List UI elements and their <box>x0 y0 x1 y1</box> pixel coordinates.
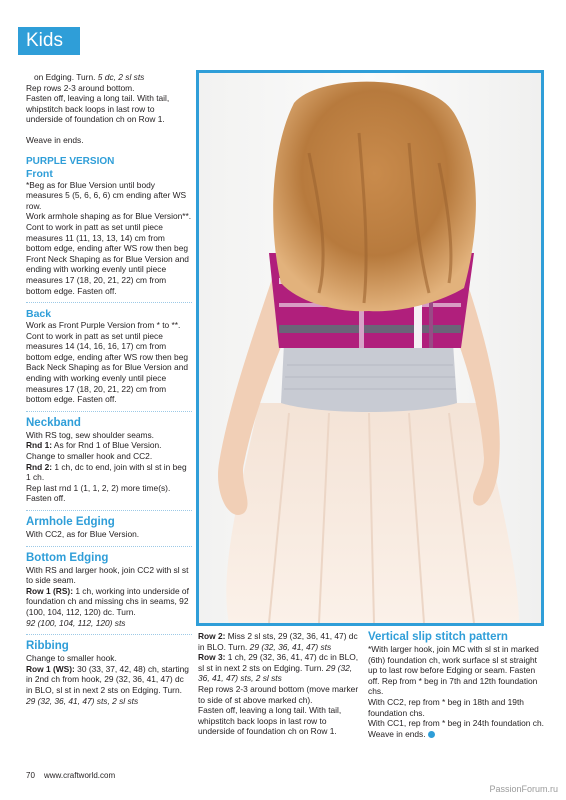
neckband-rnd1: Rnd 1: As for Rnd 1 of Blue Version. <box>26 440 162 451</box>
ribbing-line-1: Change to smaller hook. <box>26 653 117 664</box>
purple-version-heading: PURPLE VERSION <box>26 155 115 167</box>
ribbing-heading: Ribbing <box>26 640 69 653</box>
front-line-2: Work armhole shaping as for Blue Version**. <box>26 211 192 222</box>
right-line-2: With CC2, rep from * beg in 18th and 19th foundation chs. <box>368 696 524 718</box>
intro-line-2: Rep rows 2-3 around bottom. <box>26 82 135 93</box>
neckband-line-1: With RS tog, sew shoulder seams. <box>26 429 155 440</box>
divider <box>26 510 192 511</box>
neckband-line-2: Change to smaller hook and CC2. <box>26 451 153 462</box>
back-text: Work as Front Purple Version from * to **. Cont to work in patt as set until piece measures 14 (14, 16, 16, 17) cm from bottom edge, ending after WS row then beg Back Neck Shaping as for Blue Version and ending with working evenly until piece measures 17 (18, 20, 21, 22) cm from bottom edge. Fasten off. <box>26 320 189 405</box>
ribbing-row1-count: 29 (32, 36, 41, 47) sts, 2 sl sts <box>26 695 139 706</box>
photo-frame <box>196 70 544 626</box>
intro-line-4: Weave in ends. <box>26 134 84 145</box>
intro-line-1: on Edging. Turn. 5 dc, 2 sl sts <box>34 72 145 82</box>
back-heading: Back <box>26 308 52 321</box>
right-line-3: With CC1, rep from * beg in 24th foundation ch. Weave in ends. <box>368 718 544 739</box>
divider <box>26 546 192 547</box>
neckband-heading: Neckband <box>26 416 81 429</box>
bottom-edging-heading: Bottom Edging <box>26 551 109 564</box>
ribbing-row1: Row 1 (WS): 30 (33, 37, 42, 48) ch, starting in 2nd ch from hook, 29 (32, 36, 41, 47) dc in BLO, sl st in next 2 sts on Edging. Turn. <box>26 663 189 695</box>
bottom-row1: Row 1 (RS): 1 ch, working into underside of foundation ch and missing chs in seams, 92 (100, 104, 112, 120) dc. Turn. <box>26 585 189 617</box>
mid-row2: Row 2: Miss 2 sl sts, 29 (32, 36, 41, 47) dc in BLO. Turn. 29 (32, 36, 41, 47) sts <box>198 631 358 652</box>
page-number: 70 <box>26 771 35 780</box>
intro-line-3: Fasten off, leaving a long tail. With tail, whipstitch back loops in last row to underside of foundation ch on Row 1. <box>26 93 170 125</box>
footer-url[interactable]: www.craftworld.com <box>44 771 116 780</box>
left-column <box>26 72 192 706</box>
divider <box>26 634 192 635</box>
bottom-row1-count: 92 (100, 104, 112, 120) sts <box>26 617 126 628</box>
right-column <box>368 631 548 739</box>
neckband-line-4: Fasten off. <box>26 493 66 504</box>
divider <box>26 411 192 412</box>
yarn-ball-icon <box>428 731 435 738</box>
armhole-heading: Armhole Edging <box>26 516 115 528</box>
bottom-line-1: With RS and larger hook, join CC2 with sl st to side seam. <box>26 564 189 586</box>
front-line-3: Cont to work in patt as set until piece measures 11 (11, 13, 13, 14) cm from bottom edge, ending after WS row then beg Front Neck Shaping as for Blue Version and ending with working evenly until piece measures 17 (18, 20, 21, 22) cm from bottom edge. Fasten off. <box>26 221 189 296</box>
section-tag: Kids <box>18 27 80 55</box>
vertical-slip-heading: Vertical slip stitch pattern <box>368 631 508 643</box>
right-line-1: *With larger hook, join MC with sl st in marked (6th) foundation ch, work surface sl st straight up to last row before Edging or seam. Fasten off. Rep from * beg in 7th and 12th foundation chs. <box>368 644 539 697</box>
mid-row3: Row 3: 1 ch, 29 (32, 36, 41, 47) dc in BLO, sl st in next 2 sts on Edging. Turn. 29 (32, 36, 41, 47) sts, 2 sl sts <box>198 652 359 684</box>
middle-column <box>198 631 364 737</box>
front-heading: Front <box>26 167 53 180</box>
watermark: PassionForum.ru <box>489 784 558 794</box>
front-line-1: *Beg as for Blue Version until body measures 5 (5, 6, 6, 6) cm ending after WS row. <box>26 179 187 211</box>
mid-rest-2: Fasten off, leaving a long tail. With tail, whipstitch back loops in last row to underside of foundation ch on Row 1. <box>198 705 342 737</box>
neckband-rnd2: Rnd 2: 1 ch, dc to end, join with sl st in beg 1 ch. <box>26 461 187 483</box>
neckband-line-3: Rep last rnd 1 (1, 1, 2, 2) more time(s). <box>26 482 171 493</box>
mid-rest-1: Rep rows 2-3 around bottom (move marker to side of st above marked ch). <box>198 683 359 705</box>
child-in-sweater-photo <box>199 73 541 623</box>
divider <box>26 302 192 303</box>
armhole-text: With CC2, as for Blue Version. <box>26 529 140 539</box>
